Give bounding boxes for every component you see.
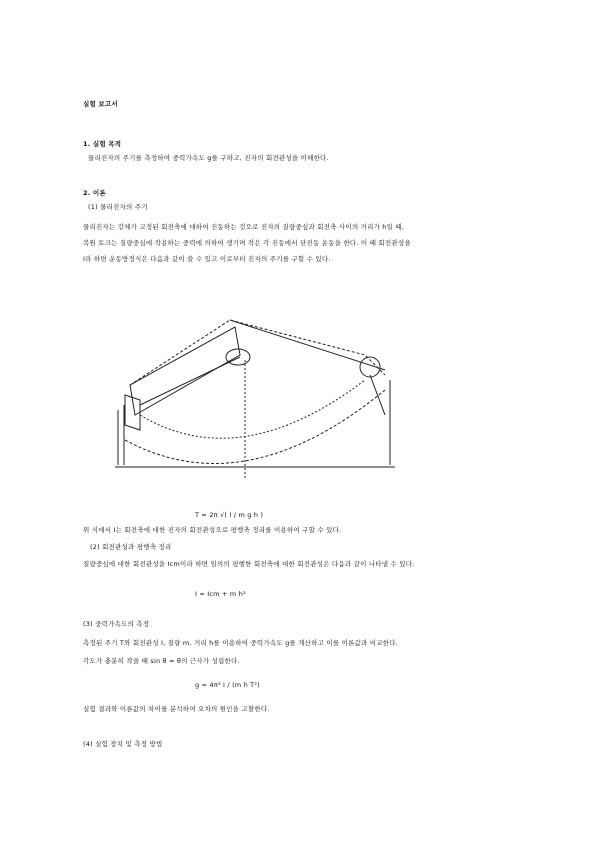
equation-2: I = Icm + m h² <box>195 590 246 598</box>
paragraph-line: 복원 토크는 질량중심에 작용하는 중력에 의하여 생기며 작은 각 진동에서 단진동 운동을 한다. 이 때 회전관성을 <box>83 239 411 247</box>
section-2-heading: 2. 이론 <box>83 189 106 197</box>
paragraph-line: 각도가 충분히 작을 때 sin θ ≈ θ의 근사가 성립한다. <box>83 657 240 665</box>
figure-caption: T = 2π √( I / m g h ) <box>195 511 264 519</box>
pivot-circle <box>226 349 250 365</box>
paragraph-line: (2) 회전관성과 평행축 정리 <box>90 543 172 551</box>
paragraph-line: 질량중심에 대한 회전관성을 Icm이라 하면 임의의 평행한 회전축에 대한 회전관성은 다음과 같이 나타낼 수 있다. <box>83 560 415 568</box>
pendulum-figure <box>100 305 420 480</box>
equation-3: g = 4π² I / (m h T²) <box>195 681 260 689</box>
swing-arc <box>125 390 385 463</box>
figure-frame <box>130 320 385 385</box>
paragraph-line: 측정된 주기 T와 회전관성 I, 질량 m, 거리 h를 이용하여 중력가속도 g를 계산하고 이를 이론값과 비교한다. <box>83 639 398 647</box>
section-2-subheading-4: (4) 실험 장치 및 측정 방법 <box>83 740 163 748</box>
paragraph-line: 위 식에서 I는 회전축에 대한 진자의 회전관성으로 평행축 정리를 이용하여 구할 수 있다. <box>83 526 342 534</box>
diagonal <box>140 357 240 405</box>
paragraph-line: 물리진자는 강체가 고정된 회전축에 대하여 진동하는 것으로 진자의 질량중심과 회전축 사이의 거리가 h일 때, <box>83 223 405 231</box>
section-1-body: 물리진자의 주기를 측정하여 중력가속도 g를 구하고, 진자의 회전관성을 이해한다. <box>88 154 329 162</box>
axis-line <box>230 320 385 370</box>
section-2-subheading-1: (1) 물리진자의 주기 <box>88 203 148 211</box>
paragraph-line: I라 하면 운동방정식은 다음과 같이 쓸 수 있고 이로부터 진자의 주기를 구할 수 있다. <box>83 255 331 263</box>
doc-title: 실험 보고서 <box>83 100 118 108</box>
section-2-subheading-3: (3) 중력가속도의 측정 <box>83 620 150 628</box>
right-line <box>370 375 385 415</box>
paragraph-line: 실험 결과와 이론값의 차이를 분석하여 오차의 원인을 고찰한다. <box>83 705 270 713</box>
section-1-heading: 1. 실험 목적 <box>83 140 122 148</box>
